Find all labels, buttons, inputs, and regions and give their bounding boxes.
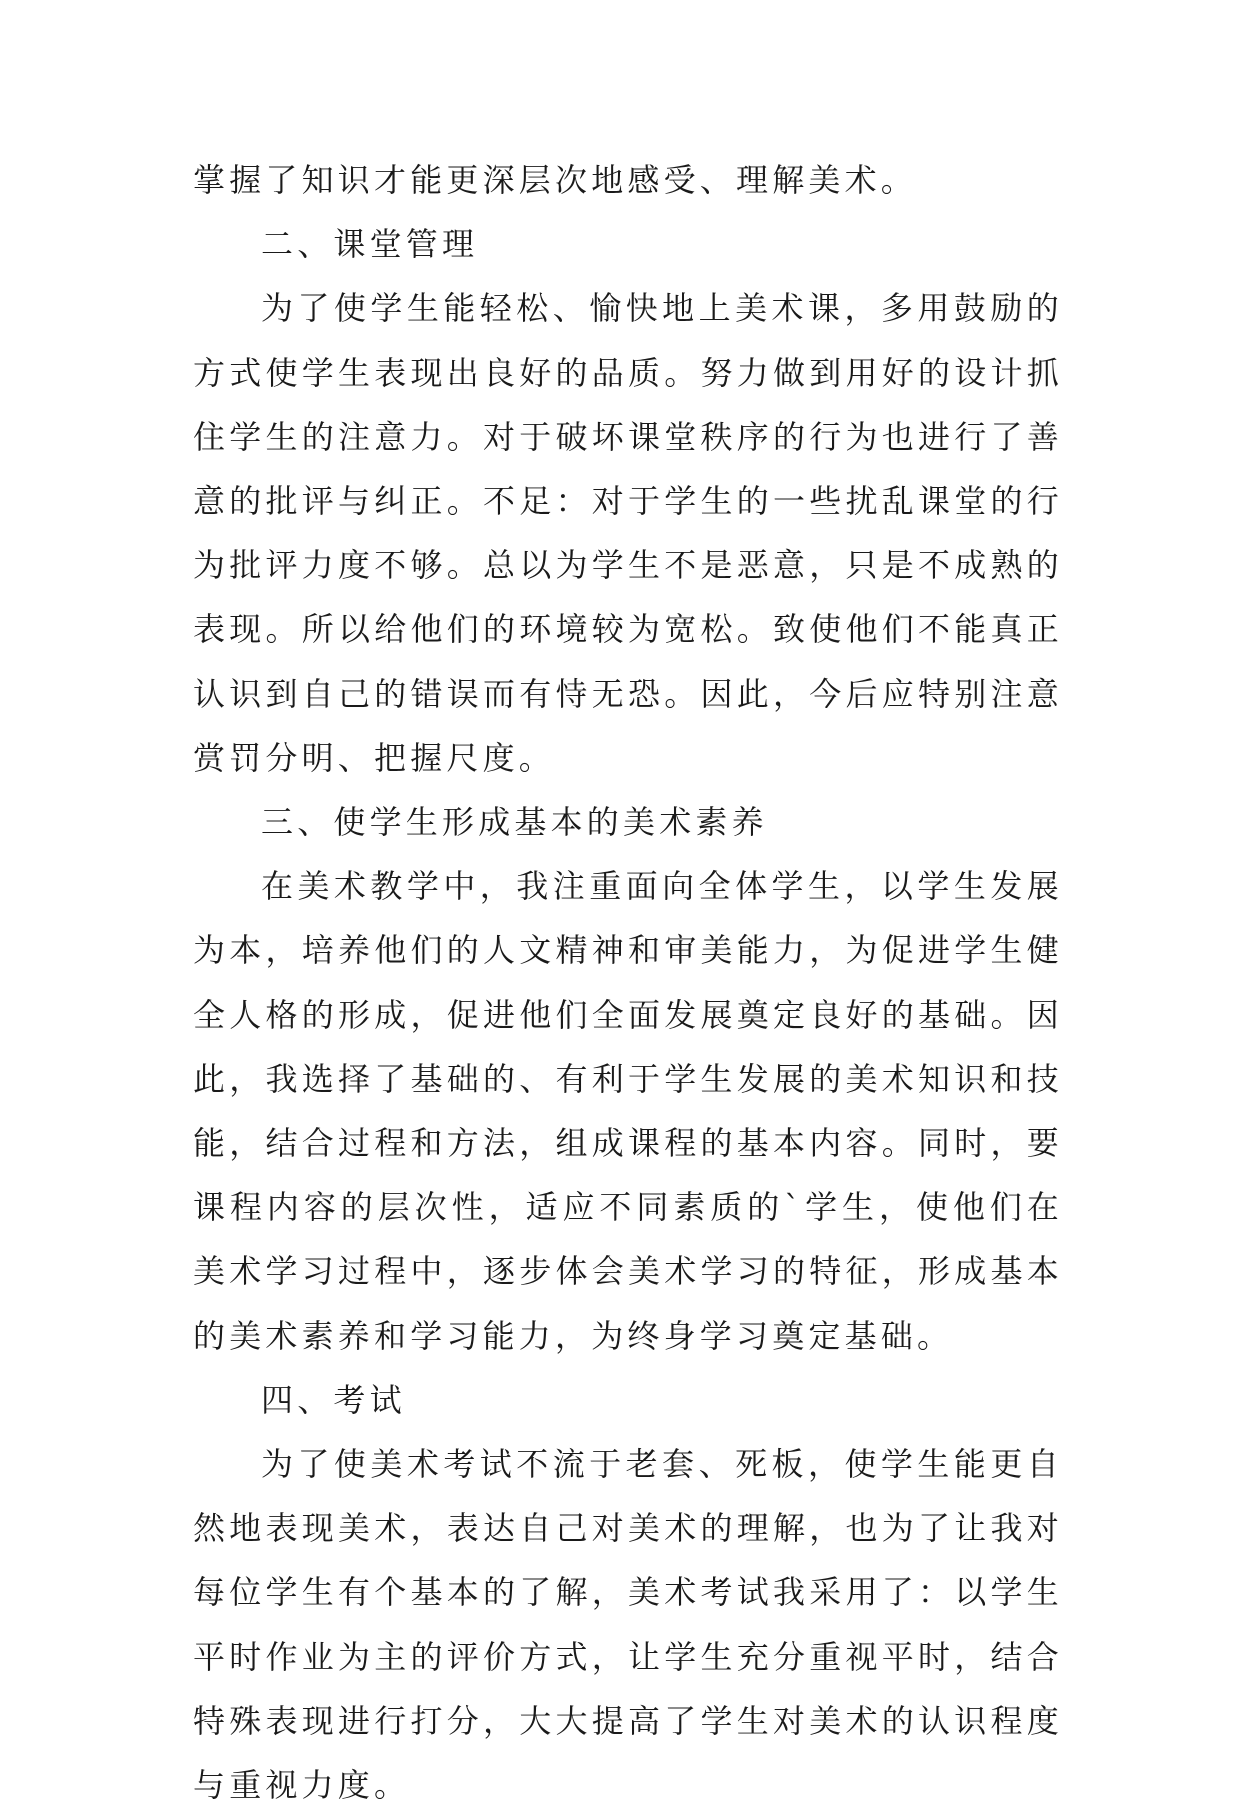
paragraph-knowledge: 掌握了知识才能更深层次地感受、理解美术。 xyxy=(193,161,918,199)
paragraph-art-literacy: 在美术教学中，我注重面向全体学生，以学生发展为本，培养他们的人文精神和审美能力，为促进学生健全人格的形成，促进他们全面发展奠定良好的基础。因此，我选择了基础的、有利于学生发展的美术知识和技能，结合过程和方法，组成课程的基本内容。同时，要课程内容的层次性，适应不同素质的`学生，使他们在美术学习过程中，逐步体会美术学习的特征，形成基本的美术素养和学习能力，为终身学习奠定基础。 xyxy=(193,867,1063,1355)
heading-classroom-management: 二、课堂管理 xyxy=(261,225,479,264)
heading-art-literacy: 三、使学生形成基本的美术素养 xyxy=(261,803,768,842)
document-body xyxy=(193,148,1063,1817)
paragraph-classroom-management: 为了使学生能轻松、愉快地上美术课，多用鼓励的方式使学生表现出良好的品质。努力做到用好的设计抓住学生的注意力。对于破坏课堂秩序的行为也进行了善意的批评与纠正。不足：对于学生的一些扰乱课堂的行为批评力度不够。总以为学生不是恶意，只是不成熟的表现。所以给他们的环境较为宽松。致使他们不能真正认识到自己的错误而有恃无恐。因此，今后应特别注意赏罚分明、把握尺度。 xyxy=(193,289,1063,777)
heading-exam: 四、考试 xyxy=(261,1380,406,1419)
paragraph-exam: 为了使美术考试不流于老套、死板，使学生能更自然地表现美术，表达自己对美术的理解，也为了让我对每位学生有个基本的了解，美术考试我采用了：以学生平时作业为主的评价方式，让学生充分重视平时，结合特殊表现进行打分，大大提高了学生对美术的认识程度与重视力度。 xyxy=(193,1445,1063,1805)
